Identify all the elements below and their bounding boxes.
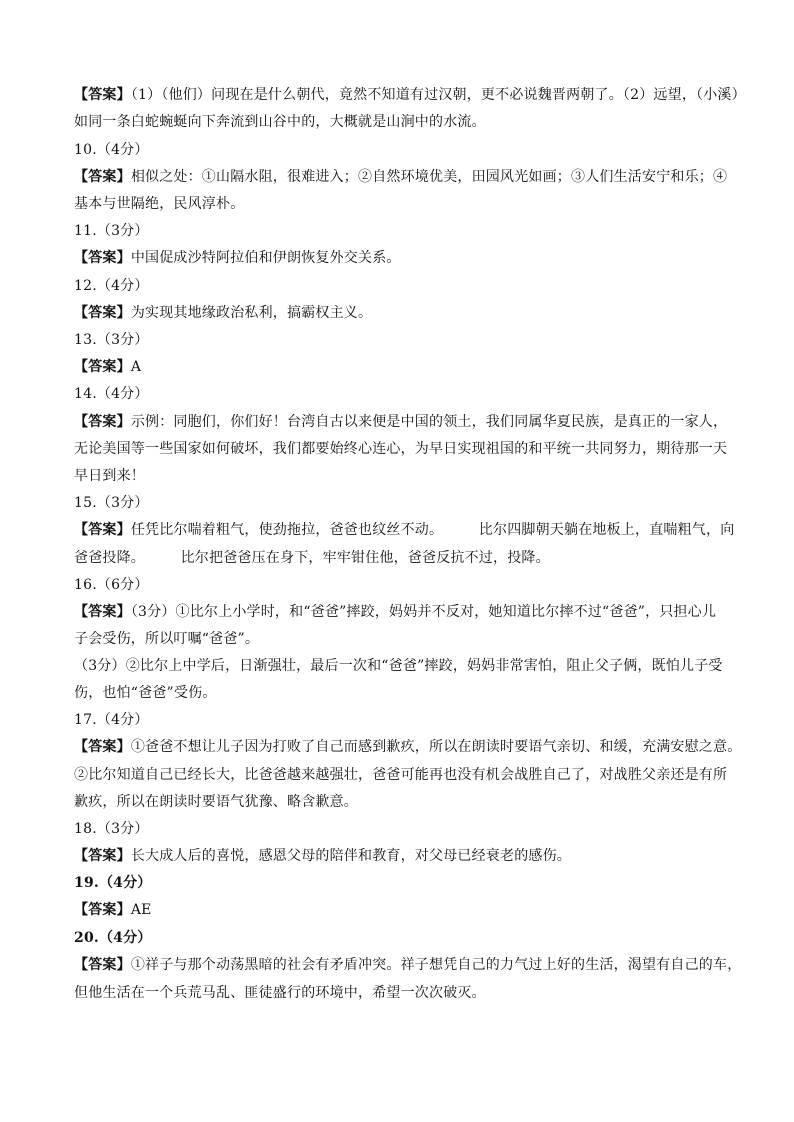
line-text: 无论美国等一些国家如何破坏，我们都要始终心连心，为早日实现祖国的和平统一共同努力，期待那一天 <box>74 441 728 457</box>
answer-line <box>74 603 716 621</box>
line-text: 12.（4分） <box>74 278 149 294</box>
text-line <box>74 494 149 512</box>
answer-line <box>74 249 401 267</box>
line-text: A <box>130 359 142 375</box>
answer-label: 【答案】 <box>74 902 131 918</box>
answer-line <box>74 168 727 186</box>
text-line <box>74 440 727 458</box>
line-text: 爸爸投降。 比尔把爸爸压在身下，牢牢钳住他，爸爸反抗不过，投降。 <box>74 550 550 566</box>
answer-label: 【答案】 <box>74 169 131 185</box>
line-text: ①祥子与那个动荡黑暗的社会有矛盾冲突。祥子想凭自己的力气过上好的生活，渴望有自己的车， <box>130 957 742 973</box>
line-text: 19.（4分） <box>74 875 152 891</box>
text-line <box>74 684 217 702</box>
line-text: 10.（4分） <box>74 142 149 158</box>
answer-line <box>74 956 741 974</box>
answer-line <box>74 847 571 865</box>
text-line <box>74 630 259 648</box>
text-line <box>74 576 149 594</box>
answer-label: 【答案】 <box>74 359 131 375</box>
answer-label: 【答案】 <box>74 305 131 321</box>
line-text: ②比尔知道自己已经长大，比爸爸越来越强壮，爸爸可能再也没有机会战胜自己了，对战胜父亲还是有所 <box>74 767 728 783</box>
line-text: （1）（他们）问现在是什么朝代，竟然不知道有过汉朝，更不必说魏晋两朝了。（2）远望，（小溪） <box>130 87 746 103</box>
line-text: 14.（4分） <box>74 386 149 402</box>
text-line <box>74 222 149 240</box>
line-text: 如同一条白蛇蜿蜒向下奔流到山谷中的，大概就是山涧中的水流。 <box>74 114 486 130</box>
line-text: 18.（3分） <box>74 821 149 837</box>
line-text: （3分）②比尔上中学后，日渐强壮，最后一次和“爸爸”摔跤，妈妈非常害怕，阻止父子俩，既怕儿子受 <box>74 658 723 674</box>
answer-label: 【答案】 <box>74 87 131 103</box>
line-text: 相似之处：①山隔水阻，很难进入；②自然环境优美，田园风光如画；③人们生活安宁和乐；④ <box>130 169 728 185</box>
text-line <box>74 331 149 349</box>
text-line <box>74 984 486 1002</box>
line-text: 示例：同胞们，你们好！台湾自古以来便是中国的领土，我们同属华夏民族，是真正的一家人， <box>130 414 728 430</box>
text-line <box>74 874 152 892</box>
line-text: 15.（3分） <box>74 495 149 511</box>
line-text: 为实现其地缘政治私利，搞霸权主义。 <box>130 305 373 321</box>
answer-label: 【答案】 <box>74 522 131 538</box>
line-text: 中国促成沙特阿拉伯和伊朗恢复外交关系。 <box>130 250 401 266</box>
line-text: ①爸爸不想让儿子因为打败了自己而感到歉疚，所以在朗读时要语气亲切、和缓，充满安慰之意。 <box>130 739 742 755</box>
text-line <box>74 195 244 213</box>
line-text: 11.（3分） <box>74 223 149 239</box>
answer-label: 【答案】 <box>74 414 131 430</box>
text-line <box>74 657 723 675</box>
line-text: 13.（3分） <box>74 332 149 348</box>
text-line <box>74 549 550 567</box>
answer-line <box>74 521 734 539</box>
text-line <box>74 141 149 159</box>
answer-line <box>74 86 746 104</box>
text-line <box>74 711 149 729</box>
text-line <box>74 929 152 947</box>
answer-line <box>74 901 152 919</box>
line-text: 歉疚，所以在朗读时要语气犹豫、略含歉意。 <box>74 794 358 810</box>
text-line <box>74 385 149 403</box>
line-text: 长大成人后的喜悦，感恩父母的陪伴和教育，对父母已经衰老的感伤。 <box>130 848 572 864</box>
line-text: 基本与世隔绝，民风淳朴。 <box>74 196 245 212</box>
answer-label: 【答案】 <box>74 848 131 864</box>
answer-line <box>74 413 727 431</box>
line-text: 但他生活在一个兵荒马乱、匪徒盛行的环境中，希望一次次破灭。 <box>74 985 486 1001</box>
answer-line <box>74 738 741 756</box>
line-text: 伤，也怕“爸爸”受伤。 <box>74 685 217 701</box>
text-line <box>74 820 149 838</box>
line-text: 17.（4分） <box>74 712 149 728</box>
answer-label: 【答案】 <box>74 250 131 266</box>
line-text: 早日到来！ <box>74 468 145 484</box>
text-line <box>74 277 149 295</box>
text-line <box>74 793 358 811</box>
line-text: AE <box>130 902 152 918</box>
line-text: 子会受伤，所以叮嘱“爸爸”。 <box>74 631 260 647</box>
line-text: 任凭比尔喘着粗气，使劲拖拉，爸爸也纹丝不动。 比尔四脚朝天躺在地板上，直喘粗气，向 <box>130 522 735 538</box>
answer-label: 【答案】 <box>74 957 131 973</box>
answer-line <box>74 358 141 376</box>
answer-label: 【答案】 <box>74 604 131 620</box>
answer-label: 【答案】 <box>74 739 131 755</box>
line-text: 20.（4分） <box>74 930 152 946</box>
text-line <box>74 113 486 131</box>
text-line <box>74 467 145 485</box>
line-text: （3分）①比尔上小学时，和“爸爸”摔跤，妈妈并不反对，她知道比尔摔不过“爸爸”，只担心儿 <box>130 604 717 620</box>
text-line <box>74 766 727 784</box>
answer-line <box>74 304 372 322</box>
line-text: 16.（6分） <box>74 577 149 593</box>
